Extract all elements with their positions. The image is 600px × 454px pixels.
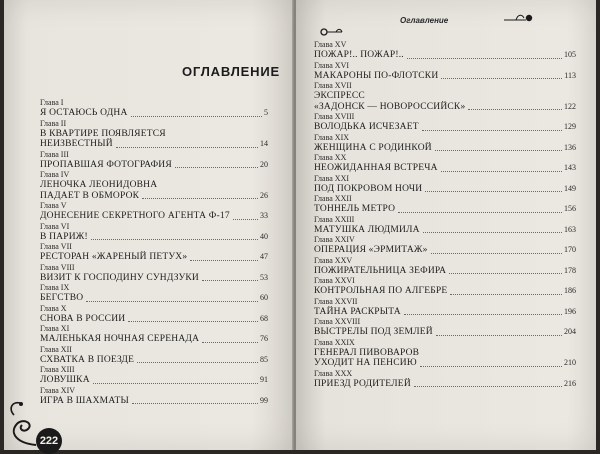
- dot-leader: [404, 314, 562, 315]
- toc-entry: [314, 81, 576, 112]
- toc-right-column: [314, 40, 576, 389]
- chapter-page-number: 113: [564, 70, 576, 80]
- chapter-page-number: 14: [260, 139, 268, 148]
- chapter-label: Глава XXIX: [314, 337, 355, 347]
- toc-entry: [40, 119, 268, 150]
- chapter-page-number: 122: [564, 101, 576, 111]
- toc-row: [40, 108, 268, 119]
- toc-row: [314, 143, 576, 154]
- chapter-title: ИГРА В ШАХМАТЫ: [40, 395, 130, 406]
- toc-entry: [40, 201, 268, 222]
- chapter-title-line: ЭКСПРЕСС: [314, 91, 365, 101]
- chapter-page-number: 40: [260, 231, 268, 241]
- toc-entry: [40, 386, 268, 407]
- chapter-title: МАКАРОНЫ ПО-ФЛОТСКИ: [314, 70, 439, 81]
- toc-entry: [40, 242, 268, 263]
- chapter-title: ПРОПАВШАЯ ФОТОГРАФИЯ: [40, 159, 172, 170]
- toc-entry: [314, 235, 576, 256]
- chapter-title: БЕГСТВО: [40, 293, 84, 303]
- toc-row: [314, 204, 576, 215]
- toc-entry: [314, 40, 576, 61]
- chapter-label: Глава XI: [40, 324, 70, 333]
- toc-entry: [314, 297, 576, 318]
- dot-leader: [128, 321, 258, 322]
- dot-leader: [116, 147, 258, 148]
- dot-leader: [449, 273, 562, 274]
- dot-leader: [414, 386, 562, 387]
- dot-leader: [435, 150, 562, 151]
- chapter-title: ВЫСТРЕЛЫ ПОД ЗЕМЛЕЙ: [314, 327, 433, 337]
- toc-row: [314, 71, 576, 82]
- left-page: [4, 0, 294, 450]
- toc-row: [314, 307, 576, 318]
- chapter-page-number: 178: [564, 265, 576, 275]
- toc-row: [40, 252, 268, 263]
- chapter-page-number: 91: [260, 375, 268, 384]
- chapter-label: Глава XXVIII: [314, 317, 361, 326]
- toc-row: [40, 355, 268, 366]
- right-page: [296, 0, 596, 450]
- chapter-label: Глава XVIII: [314, 112, 355, 121]
- chapter-label: Глава IV: [40, 170, 70, 179]
- toc-row: [40, 139, 268, 150]
- chapter-title: В ПАРИЖ!: [40, 231, 88, 242]
- chapter-page-number: 163: [564, 224, 576, 234]
- chapter-page-number: 20: [260, 159, 268, 169]
- toc-entry: [40, 98, 268, 119]
- chapter-label: Глава X: [40, 303, 67, 313]
- dot-leader: [132, 403, 258, 404]
- dot-leader: [431, 253, 562, 254]
- dot-leader: [137, 362, 258, 363]
- chapter-title: НЕИЗВЕСТНЫЙ: [40, 139, 113, 149]
- chapter-title-line: ЛЕНОЧКА ЛЕОНИДОВНА: [40, 180, 158, 190]
- dot-leader: [86, 301, 258, 302]
- chapter-page-number: 99: [260, 395, 268, 405]
- chapter-label: Глава XIV: [40, 385, 76, 395]
- dot-leader: [202, 280, 258, 281]
- chapter-page-number: 68: [260, 313, 268, 323]
- toc-left-column: [40, 98, 268, 406]
- chapter-title: ТАЙНА РАСКРЫТА: [314, 306, 401, 317]
- dot-leader: [91, 239, 258, 240]
- chapter-page-number: 170: [564, 245, 576, 254]
- chapter-title: МАЛЕНЬКАЯ НОЧНАЯ СЕРЕНАДА: [40, 334, 200, 344]
- chapter-page-number: 85: [260, 354, 268, 364]
- chapter-label: Глава XXVI: [314, 276, 355, 285]
- dot-leader: [423, 232, 562, 233]
- dot-leader: [468, 109, 562, 110]
- chapter-label: Глава XX: [314, 153, 347, 162]
- toc-entry: [314, 369, 576, 390]
- chapter-title: ПАДАЕТ В ОБМОРОК: [40, 190, 140, 201]
- chapter-title: ЖЕНЩИНА С РОДИНКОЙ: [314, 142, 432, 153]
- toc-row: [40, 334, 268, 345]
- chapter-label: Глава XXVII: [314, 296, 358, 306]
- chapter-label: Глава XIX: [314, 132, 350, 142]
- chapter-label: Глава VIII: [40, 262, 75, 272]
- chapter-page-number: 136: [564, 142, 576, 152]
- toc-row: [40, 396, 268, 407]
- toc-title: ОГЛАВЛЕНИЕ: [182, 64, 280, 79]
- chapter-title: УХОДИТ НА ПЕНСИЮ: [314, 358, 417, 368]
- toc-row: [314, 184, 576, 195]
- toc-entry: [314, 133, 576, 154]
- chapter-page-number: 33: [260, 211, 268, 220]
- chapter-title: ЛОВУШКА: [40, 375, 90, 385]
- dot-leader: [190, 260, 258, 261]
- toc-entry: [314, 194, 576, 215]
- toc-entry: [314, 317, 576, 338]
- chapter-label: Глава XXIV: [314, 235, 355, 244]
- toc-row: [314, 245, 576, 256]
- chapter-title: ВОЛОДЬКА ИСЧЕЗАЕТ: [314, 122, 419, 132]
- chapter-label: Глава XVII: [314, 81, 352, 90]
- chapter-label: Глава XIII: [40, 365, 75, 374]
- chapter-label: Глава I: [40, 98, 64, 107]
- toc-row: [40, 160, 268, 171]
- dot-leader: [398, 212, 562, 213]
- toc-entry: [40, 304, 268, 325]
- chapter-label: Глава III: [40, 149, 69, 159]
- toc-entry: [314, 215, 576, 236]
- chapter-label: Глава IX: [40, 283, 70, 292]
- chapter-page-number: 156: [564, 204, 576, 213]
- dot-leader: [233, 219, 258, 220]
- chapter-title: СНОВА В РОССИИ: [40, 313, 126, 324]
- chapter-title: ТОННЕЛЬ МЕТРО: [314, 204, 396, 214]
- toc-entry: [40, 283, 268, 304]
- dot-leader: [422, 130, 562, 131]
- dot-leader: [175, 167, 258, 168]
- chapter-label: Глава XV: [314, 40, 347, 49]
- chapter-title: НЕОЖИДАННАЯ ВСТРЕЧА: [314, 163, 438, 173]
- chapter-title: ПОЖАР!.. ПОЖАР!..: [314, 50, 404, 60]
- page-number-badge: 222: [36, 428, 62, 454]
- toc-entry: [314, 276, 576, 297]
- toc-row: [40, 211, 268, 222]
- chapter-page-number: 47: [260, 252, 268, 261]
- chapter-label: Глава VI: [40, 221, 70, 231]
- toc-row: [314, 50, 576, 61]
- toc-entry: [40, 345, 268, 366]
- toc-entry: [314, 112, 576, 133]
- chapter-label: Глава XVI: [314, 60, 350, 70]
- chapter-title: Я ОСТАЮСЬ ОДНА: [40, 108, 128, 118]
- chapter-page-number: 26: [260, 190, 268, 200]
- toc-row: [314, 327, 576, 338]
- chapter-label: Глава XXX: [314, 368, 353, 378]
- chapter-title: ОПЕРАЦИЯ «ЭРМИТАЖ»: [314, 245, 428, 255]
- chapter-title: ВИЗИТ К ГОСПОДИНУ СУНДЗУКИ: [40, 272, 199, 283]
- toc-entry: [40, 365, 268, 386]
- toc-entry: [314, 153, 576, 174]
- dot-leader: [131, 116, 262, 117]
- chapter-page-number: 216: [564, 378, 576, 388]
- chapter-title: ПРИЕЗД РОДИТЕЛЕЙ: [314, 378, 411, 389]
- dot-leader: [93, 383, 258, 384]
- dot-leader: [142, 198, 258, 199]
- chapter-title: ДОНЕСЕНИЕ СЕКРЕТНОГО АГЕНТА Ф-17: [40, 211, 230, 221]
- dot-leader: [450, 294, 562, 295]
- dot-leader: [425, 191, 562, 192]
- chapter-label: Глава VII: [40, 242, 72, 251]
- toc-row: [40, 293, 268, 304]
- chapter-label: Глава XII: [40, 344, 72, 354]
- dot-leader: [202, 342, 258, 343]
- chapter-title: РЕСТОРАН «ЖАРЕНЫЙ ПЕТУХ»: [40, 252, 188, 262]
- chapter-page-number: 149: [564, 183, 576, 193]
- toc-row: [40, 191, 268, 202]
- toc-entry: [40, 263, 268, 284]
- toc-entry: [40, 222, 268, 243]
- chapter-title: «ЗАДОНСК — НОВОРОССИЙСК»: [314, 101, 466, 112]
- chapter-label: Глава XXII: [314, 194, 352, 203]
- chapter-page-number: 105: [564, 50, 576, 59]
- toc-row: [314, 225, 576, 236]
- toc-row: [314, 358, 576, 369]
- chapter-label: Глава II: [40, 118, 67, 128]
- chapter-title: СХВАТКА В ПОЕЗДЕ: [40, 354, 135, 365]
- chapter-title: ПОД ПОКРОВОМ НОЧИ: [314, 183, 423, 194]
- chapter-page-number: 60: [260, 293, 268, 302]
- toc-entry: [314, 174, 576, 195]
- dot-leader: [441, 78, 562, 79]
- toc-row: [40, 314, 268, 325]
- left-flourish-icon: [320, 26, 344, 38]
- toc-entry: [40, 150, 268, 171]
- toc-entry: [40, 324, 268, 345]
- right-flourish-icon: [502, 10, 536, 26]
- chapter-page-number: 5: [264, 108, 268, 117]
- chapter-page-number: 53: [260, 272, 268, 282]
- toc-row: [40, 273, 268, 284]
- chapter-page-number: 196: [564, 306, 576, 316]
- dot-leader: [407, 58, 562, 59]
- toc-row: [40, 375, 268, 386]
- toc-row: [314, 163, 576, 174]
- chapter-label: Глава V: [40, 201, 67, 210]
- chapter-page-number: 129: [564, 122, 576, 131]
- chapter-label: Глава XXIII: [314, 214, 355, 224]
- chapter-page-number: 210: [564, 358, 576, 367]
- chapter-title-line: В КВАРТИРЕ ПОЯВЛЯЕТСЯ: [40, 128, 166, 139]
- chapter-page-number: 186: [564, 286, 576, 295]
- dot-leader: [441, 171, 562, 172]
- chapter-title: ПОЖИРАТЕЛЬНИЦА ЗЕФИРА: [314, 265, 447, 276]
- running-head: Оглавление: [400, 16, 449, 25]
- toc-row: [314, 286, 576, 297]
- dot-leader: [420, 366, 562, 367]
- chapter-title: КОНТРОЛЬНАЯ ПО АЛГЕБРЕ: [314, 286, 448, 296]
- chapter-page-number: 143: [564, 163, 576, 172]
- chapter-page-number: 204: [564, 327, 576, 336]
- toc-entry: [40, 170, 268, 201]
- toc-row: [40, 232, 268, 243]
- toc-entry: [314, 256, 576, 277]
- toc-row: [314, 122, 576, 133]
- chapter-title-line: ГЕНЕРАЛ ПИВОВАРОВ: [314, 347, 420, 358]
- chapter-label: Глава XXV: [314, 255, 353, 265]
- toc-row: [314, 379, 576, 390]
- chapter-title: МАТУШКА ЛЮДМИЛА: [314, 224, 420, 235]
- chapter-label: Глава XXI: [314, 173, 350, 183]
- toc-entry: [314, 338, 576, 369]
- chapter-page-number: 76: [260, 334, 268, 343]
- dot-leader: [436, 335, 562, 336]
- toc-row: [314, 266, 576, 277]
- toc-entry: [314, 61, 576, 82]
- toc-row: [314, 102, 576, 113]
